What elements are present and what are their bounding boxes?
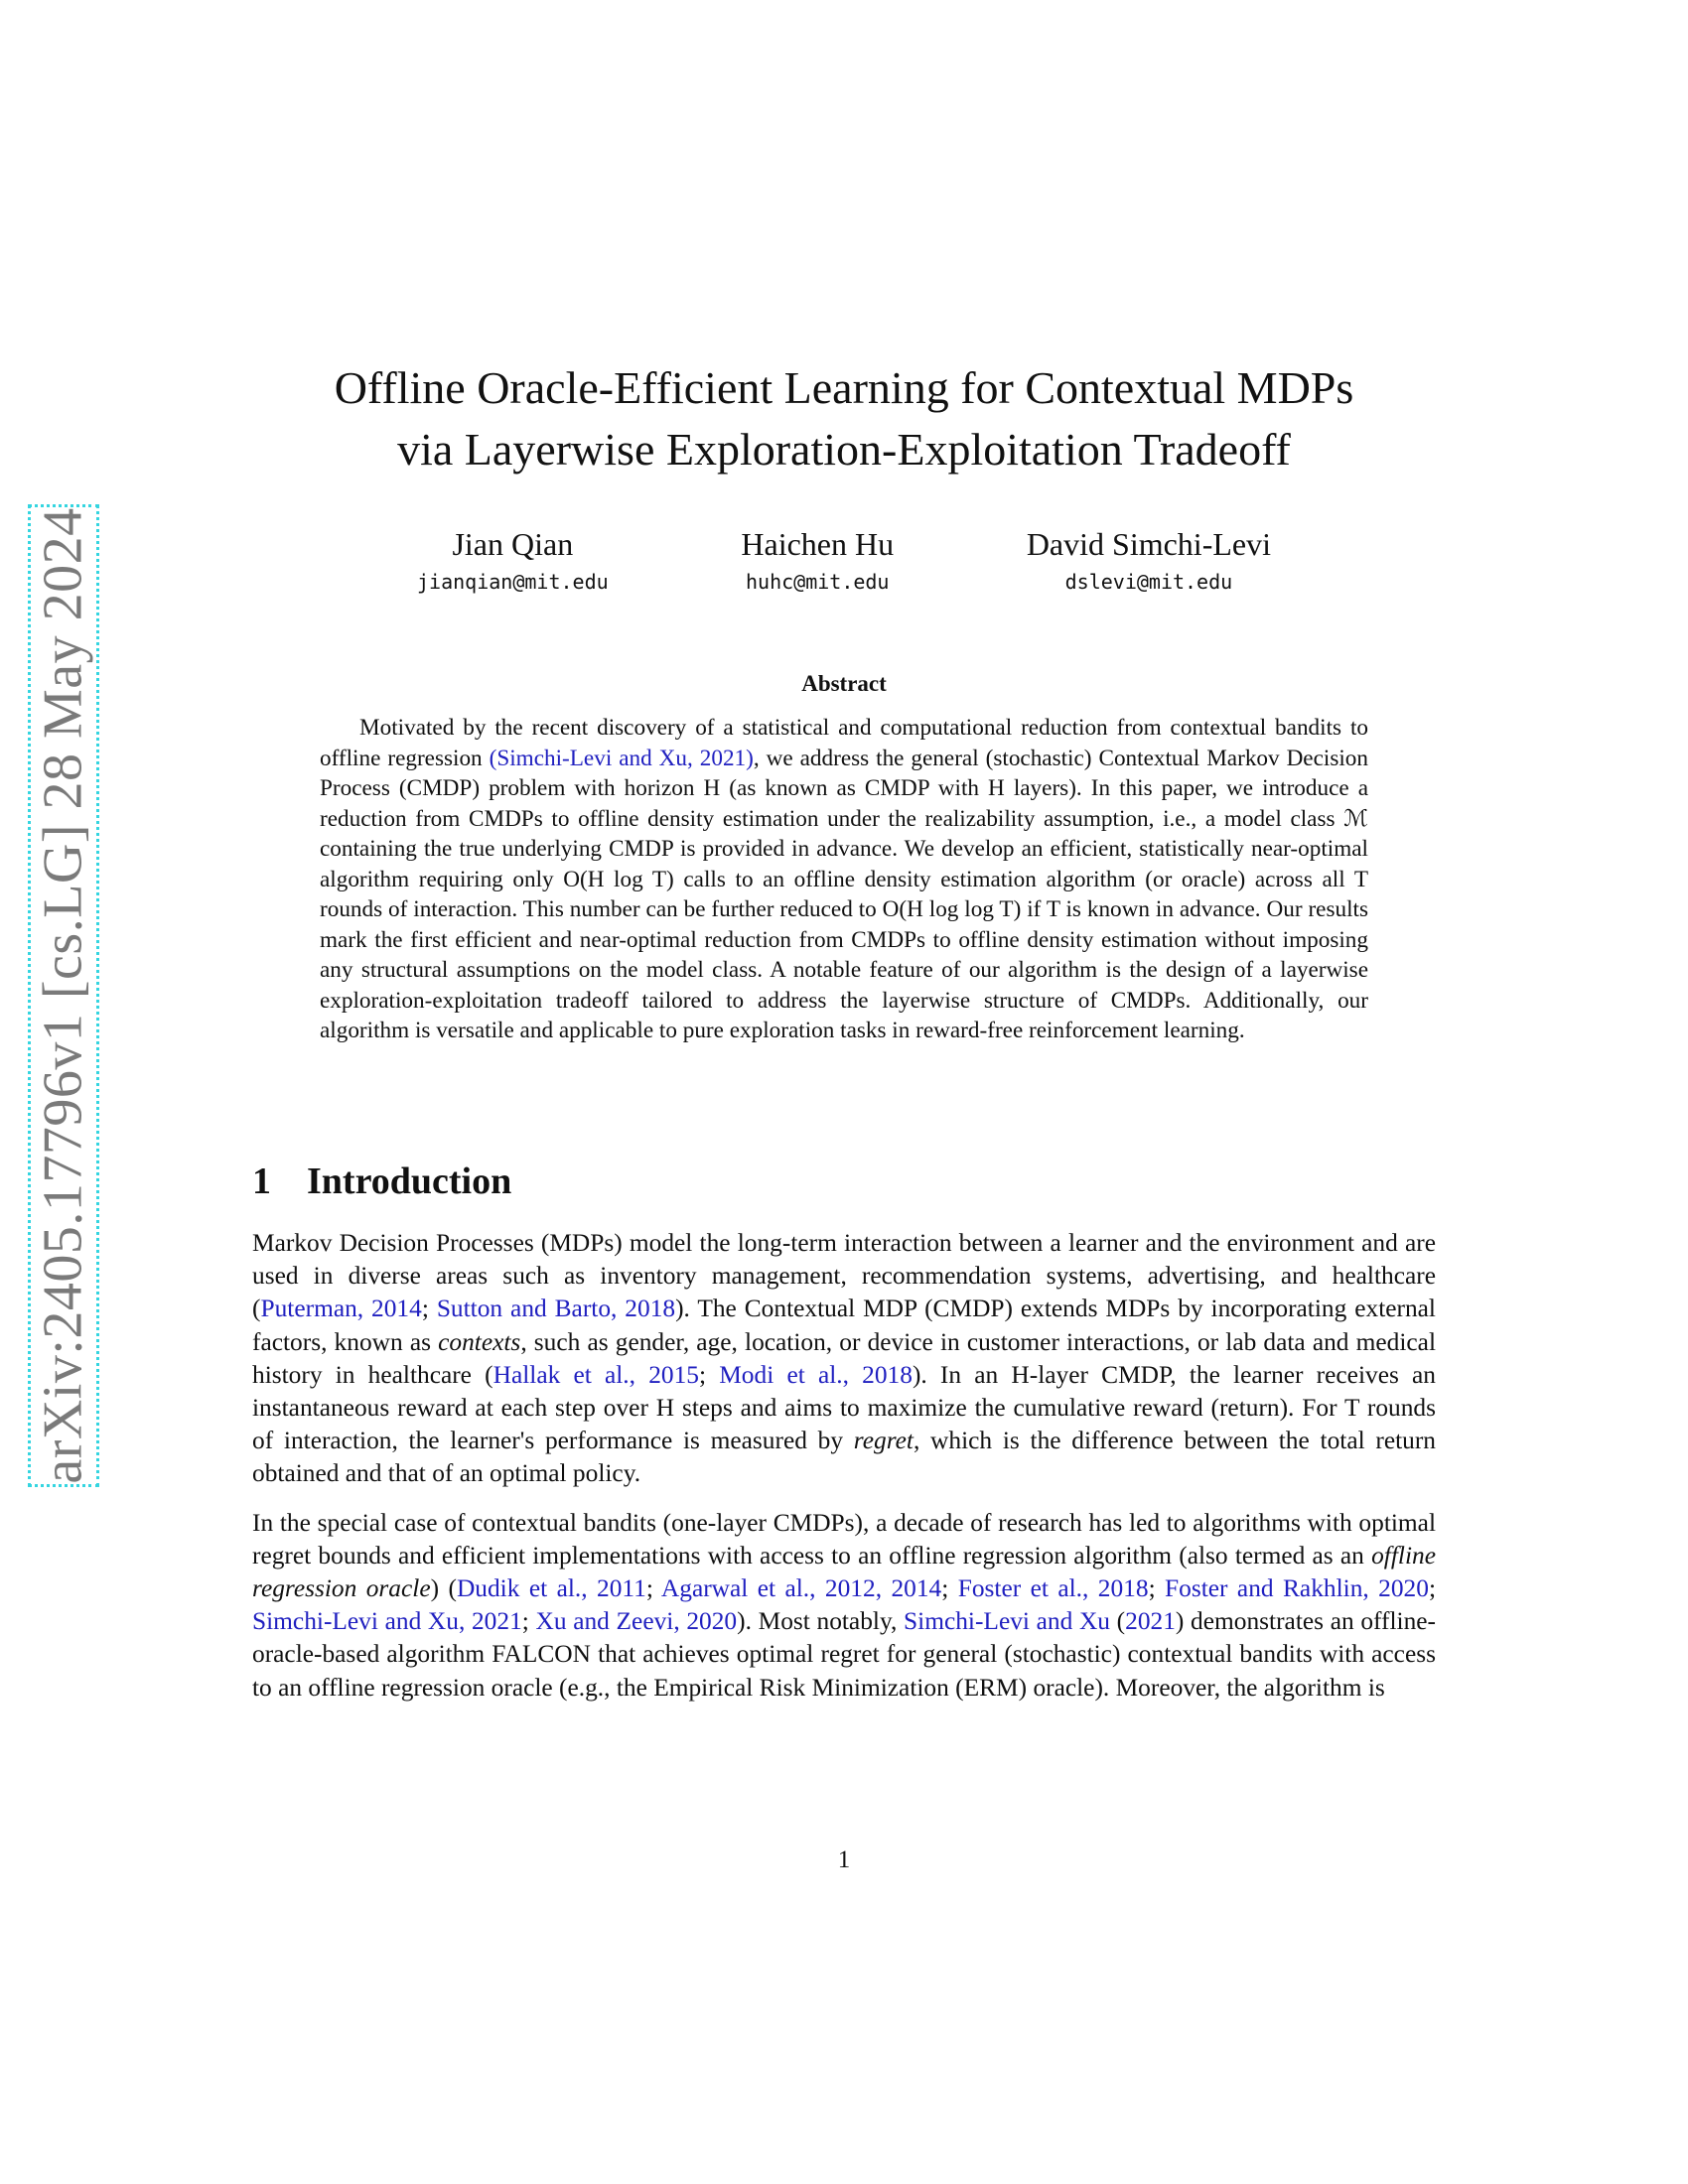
- citation-link[interactable]: Agarwal et al., 2012, 2014: [660, 1574, 942, 1603]
- page-number: 1: [837, 1846, 851, 1873]
- citation-link[interactable]: Hallak et al., 2015: [492, 1360, 699, 1389]
- citation-link[interactable]: Sutton and Barto, 2018: [436, 1295, 676, 1323]
- body-text: (: [1110, 1607, 1126, 1636]
- body-text: ) (: [430, 1574, 457, 1603]
- emphasis-text: offline regression oracle: [252, 1541, 1436, 1603]
- body-text: ;: [1148, 1574, 1166, 1603]
- body-text: ;: [698, 1360, 720, 1389]
- body-text: ). In an H-layer CMDP, the learner receives an instantaneous reward at each step over H steps and aims to maximize the cumulative reward (return). For T rounds of interaction, the learner's performance is measured by: [252, 1360, 1436, 1455]
- citation-link[interactable]: Dudik et al., 2011: [456, 1574, 646, 1603]
- author-name: Haichen Hu: [741, 526, 895, 562]
- citation-link[interactable]: Modi et al., 2018: [719, 1360, 913, 1389]
- author-block: [741, 524, 894, 594]
- section-number: 1: [252, 1160, 271, 1202]
- author-email: huhc@mit.edu: [745, 570, 890, 594]
- body-text: ;: [941, 1574, 958, 1603]
- emphasis-text: contexts: [438, 1327, 521, 1356]
- body-text: , such as gender, age, location, or device in customer interactions, or lab data and medical history in healthcare (: [252, 1327, 1436, 1389]
- author-block: [417, 524, 609, 594]
- body-text: ;: [421, 1295, 437, 1323]
- citation-link[interactable]: Foster and Rakhlin, 2020: [1165, 1574, 1429, 1603]
- body-text: ;: [645, 1574, 661, 1603]
- author-block: [1027, 524, 1271, 594]
- body-text: ;: [1428, 1574, 1436, 1603]
- paper-title-line-1: Offline Oracle-Efficient Learning for Contextual MDPs: [334, 362, 1354, 413]
- citation-link[interactable]: Xu and Zeevi, 2020: [535, 1607, 738, 1636]
- body-text: Markov Decision Processes (MDPs) model the long-term interaction between a learner and the environment and are used in diverse areas such as inventory management, recommendation systems, advertising, and healthcare (: [252, 1229, 1436, 1323]
- intro-paragraph-1: [252, 1227, 1436, 1491]
- body-text: In the special case of contextual bandits (one-layer CMDPs), a decade of research has led to algorithms with optimal regret bounds and efficient implementations with access to an offline regression algorithm (also termed as an: [252, 1508, 1436, 1570]
- abstract-heading: Abstract: [801, 671, 887, 696]
- paper-title-line-2: via Layerwise Exploration-Exploitation Tradeoff: [397, 424, 1291, 475]
- author-name: Jian Qian: [452, 526, 574, 562]
- citation-link[interactable]: Foster et al., 2018: [957, 1574, 1149, 1603]
- abstract-paragraph: [320, 713, 1368, 1046]
- arxiv-identifier: arXiv:2405.17796v1 [cs.LG] 28 May 2024: [33, 507, 94, 1484]
- citation-link[interactable]: Simchi-Levi and Xu: [904, 1607, 1110, 1636]
- section-title: Introduction: [307, 1160, 512, 1202]
- body-text: ). Most notably,: [737, 1607, 905, 1636]
- author-name: David Simchi-Levi: [1026, 526, 1271, 562]
- abstract-text: Motivated by the recent discovery of a statistical and computational reduction from contextual bandits to offline regression: [320, 715, 1368, 771]
- intro-paragraph-2: [252, 1507, 1436, 1705]
- author-email: dslevi@mit.edu: [1064, 570, 1233, 594]
- abstract-body: [320, 713, 1368, 1046]
- section-heading: [252, 1160, 511, 1203]
- author-email: jianqian@mit.edu: [417, 570, 609, 594]
- citation-link[interactable]: Simchi-Levi and Xu, 2021: [252, 1607, 522, 1636]
- citation-link[interactable]: Puterman, 2014: [260, 1295, 422, 1323]
- citation-link[interactable]: (Simchi-Levi and Xu, 2021): [489, 745, 754, 771]
- emphasis-text: regret: [853, 1427, 914, 1455]
- abstract-text: , we address the general (stochastic) Contextual Markov Decision Process (CMDP) problem with horizon H (as known as CMDP with H layers). In this paper, we introduce a reduction from CMDPs to offline density estimation under the realizability assumption, i.e., a model class ℳ containing the true underlying CMDP is provided in advance. We develop an efficient, statistically near-optimal algorithm requiring only O(H log T) calls to an offline density estimation algorithm (or oracle) across all T rounds of interaction. This number can be further reduced to O(H log log T) if T is known in advance. Our results mark the first efficient and near-optimal reduction from CMDPs to offline density estimation without imposing any structural assumptions on the model class. A notable feature of our algorithm is the design of a layerwise exploration-exploitation tradeoff tailored to address the layerwise structure of CMDPs. Additionally, our algorithm is versatile and applicable to pure exploration tasks in reward-free reinforcement learning.: [320, 745, 1368, 1043]
- body-text: ) demonstrates an offline-oracle-based algorithm FALCON that achieves optimal regret for general (stochastic) contextual bandits with access to an offline regression oracle (e.g., the Empirical Risk Minimization (ERM) oracle). Moreover, the algorithm is: [252, 1607, 1437, 1702]
- author-list: [417, 524, 1271, 594]
- paper-title: [258, 357, 1430, 480]
- body-text: ). The Contextual MDP (CMDP) extends MDPs by incorporating external factors, known as: [252, 1295, 1436, 1356]
- introduction-body: [252, 1227, 1436, 1705]
- body-text: ;: [521, 1607, 536, 1636]
- citation-link[interactable]: 2021: [1125, 1607, 1176, 1636]
- arxiv-sidebar-stamp: [28, 504, 99, 1487]
- body-text: , which is the difference between the total return obtained and that of an optimal policy.: [252, 1427, 1436, 1488]
